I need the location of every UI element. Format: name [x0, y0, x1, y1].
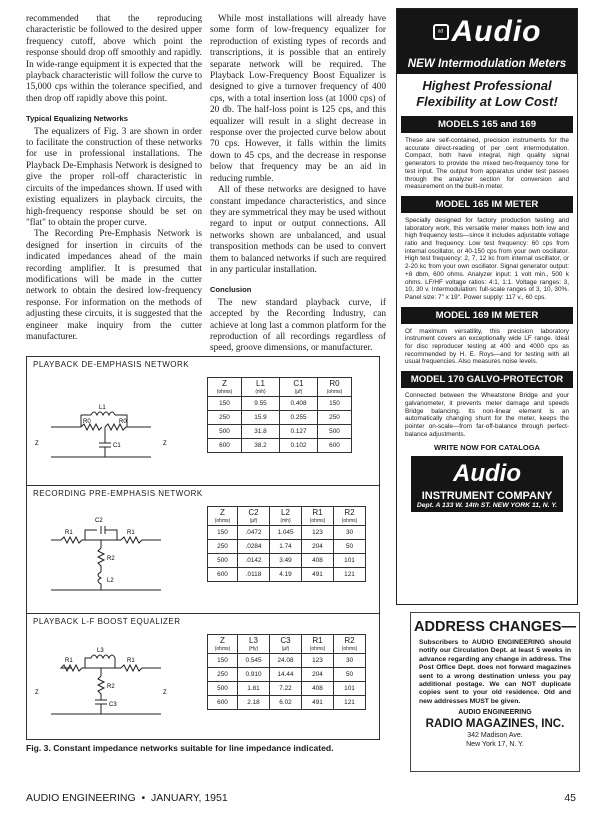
section-heading: Typical Equalizing Networks	[26, 114, 128, 124]
label-r1: R1	[127, 530, 135, 536]
table-row: 250 .0284 1.74 204 50	[208, 540, 366, 554]
table-row: 600 .0118 4.19 491 121	[208, 568, 366, 582]
figure-section-title: PLAYBACK L-F BOOST EQUALIZER	[33, 617, 181, 626]
table-row: 150 9.55 0.408 150	[208, 397, 352, 411]
table-pre-emphasis: Z C2 L2 R1 R2 (ohms) (μf) (mh) (ohms) (ohms) 150 .0472 1.045 123 30 250 .0284 1.74 204 50 500 .0142 3.49 408 101 600 .0118 4.19 491 121	[207, 506, 366, 582]
table-row: 600 38.2 0.102 600	[208, 439, 352, 453]
ad-bar-model-170: MODEL 170 GALVO-PROTECTOR	[401, 371, 573, 388]
ad-bar-model-165: MODEL 165 IM METER	[401, 196, 573, 213]
table-row: 500 31.8 0.127 500	[208, 425, 352, 439]
ad-text: These are self-contained, precision instruments for the accurate direct-reading of per cent intermodulation. Compact, both have integral, high quality signal generators to provide the mixed two-frequency tone for test input. The output from apparatus under test passes through the analyzer section for conversion and measurement on the built-in meter.	[405, 137, 569, 191]
paragraph: The new standard playback curve, if accepted by the Recording Industry, can achieve at long last a common platform for the reproduction of all recordings regardless of speed, groove dimensions, or manufacturer.	[210, 297, 386, 354]
table-row: 500 .0142 3.49 408 101	[208, 554, 366, 568]
address-body: Subscribers to AUDIO ENGINEERING should notify our Circulation Dept. at least 5 weeks in advance regarding any change in address. The Post Office Dept. does not forward magazines sent to a wrong destination unless you pay additional postage. We can NOT duplicate copies sent to your old residence. Old and new addresses MUST be given.	[419, 639, 571, 705]
article-column-2	[210, 14, 386, 355]
figure-caption: Fig. 3. Constant impedance networks suitable for line impedance indicated.	[26, 743, 334, 753]
paragraph: The equalizers of Fig. 3 are shown in order to facilitate the construction of these networks for use in professional installations. The Playback De-Emphasis Network is designed to give the proper roll-off characteristic in circuits of the impedances shown. If used with existing equalizers in playback circuits, the high-frequency response should be set on "flat" to obtain the proper curve.	[26, 126, 202, 228]
schematic-de-emphasis	[31, 375, 201, 475]
label-l2: L2	[107, 578, 114, 584]
company-logo: Audio INSTRUMENT COMPANY Dept. A 133 W. 14th ST. NEW YORK 11, N. Y.	[411, 456, 563, 512]
publisher-name: AUDIO ENGINEERING	[458, 709, 532, 717]
address-changes-box	[410, 612, 580, 772]
figure-section-title: PLAYBACK DE-EMPHASIS NETWORK	[33, 360, 190, 369]
ad-text: Connected between the Wheatstone Bridge and your galvanometer, it prevents meter damage and speeds Bridge balancing. Its non-linear element is an automatically changing shunt for the meter, keeps the pointer on-scale—from far-off-balance through perfect-balance adjustments.	[405, 392, 569, 438]
logo-emblem-icon: ᵃᵈ	[433, 24, 449, 40]
label-r1: R1	[127, 658, 135, 664]
write-now: WRITE NOW FOR CATALOGA	[434, 443, 540, 453]
ad-headline: NEW Intermodulation Meters	[397, 55, 577, 74]
label-z: Z	[163, 441, 167, 447]
paragraph: The Recording Pre-Emphasis Network is designed for insertion in circuits of the indicated impedances ahead of the main recording amplifier. It is presumed that modifications will be made in the cutter network to obtain the desired low-frequency response. For information on the methods of adjusting these circuits, it is suggested that the engineer make inquiry from the cutter manufacturer.	[26, 229, 202, 342]
schematic-pre-emphasis	[31, 504, 201, 604]
ad-bar-models: MODELS 165 and 169	[401, 116, 573, 133]
page-number: 45	[564, 792, 576, 804]
table-row: 500 1.81 7.22 408 101	[208, 682, 366, 696]
footer-journal: AUDIO ENGINEERING • JANUARY, 1951	[26, 792, 228, 804]
advertisement	[396, 8, 578, 605]
paragraph: While most installations will already have some form of low-frequency equalizer for reproduction of existing types of records and transcriptions, it is possible that an entirely separate network will be required. The Playback Low-Frequency Boost Equalizer is designed to give a turnover frequency of 400 cps, with a total insertion loss (at 1000 cps) of 20 db. The half-loss point is 125 cps, and this equalizer will result in a slight decrease in response over the projected curve below about 70 cps. However, it falls within the limits down to 45 cps, and the decrease in response below that frequency may be an aid in reducing rumble.	[210, 14, 386, 184]
label-z: Z	[163, 690, 167, 696]
figure-section-pre-emphasis	[27, 485, 379, 613]
label-z: Z	[35, 441, 39, 447]
label-l1: L1	[99, 405, 106, 411]
table-row: 600 2.18 6.02 491 121	[208, 696, 366, 710]
article-column-1	[26, 14, 202, 343]
table-row: 150 .0472 1.045 123 30	[208, 526, 366, 540]
table-lf-boost: Z L3 C3 R1 R2 (ohms) (Hy) (μf) (ohms) (ohms) 150 0.545 24.08 123 30 250 0.910 14.44 204 50 500 1.81 7.22 408 101 600 2.18 6.02 491 121	[207, 634, 366, 710]
label-r1: R1	[65, 658, 73, 664]
audio-logo: ᵃᵈ Audio	[397, 9, 577, 55]
page-footer	[26, 792, 576, 804]
section-heading: Conclusion	[210, 285, 252, 295]
label-r0: R0	[119, 419, 127, 425]
label-z: Z	[35, 690, 39, 696]
label-l3: L3	[97, 648, 104, 654]
label-c2: C2	[95, 518, 103, 524]
label-r1: R1	[65, 530, 73, 536]
table-de-emphasis: Z L1 C1 R0 (ohms) (mh) (μf) (ohms) 150 9.55 0.408 150 250 15.9 0.255 250 500 31.8 0.127 500 600 38.2 0.102 600	[207, 377, 352, 453]
ad-slogan: Highest Professional Flexibility at Low Cost!	[416, 78, 558, 109]
label-c3: C3	[109, 702, 117, 708]
figure-section-title: RECORDING PRE-EMPHASIS NETWORK	[33, 489, 203, 498]
label-r2: R2	[107, 556, 115, 562]
label-c1: C1	[113, 443, 121, 449]
publisher-address: 342 Madison Ave. New York 17, N. Y.	[466, 732, 524, 748]
ad-text: Specially designed for factory production testing and laboratory work, this versatile meter makes both low and high frequency tests—since it includes adjustable voltage ratio and frequency. Low test frequency: 60 cps from internal oscillator, or 40-150 cps from your own oscillator. High test frequency: 2, 7, 12 kc from internal oscillator, or 2-20 kc from your own oscillator. Signal generator output: +8 dbm, 600 ohms. Analyzer input: 1 volt min., 500 k ohms. LF/HF voltage ratios: 4:1, 1:1. Voltage ranges: 3, 10, 30 v. Intermodulation: full-scale ranges of 3, 10, 30%. Panel size: 7" x 19". Power supply: 117 v., 60 cps.	[405, 216, 569, 301]
paragraph: recommended that the reproducing characteristic be followed to the desired upper frequency cutoff, above which point the response should drop off smoothly and rapidly. In wide-range equipment it is expected that the playback characteristic will follow the curve to 15,000 cps within the tolerance specified, and then drop off rapidly above this point.	[26, 14, 202, 104]
ad-bar-model-169: MODEL 169 IM METER	[401, 307, 573, 324]
figure-section-lf-boost	[27, 613, 379, 741]
table-row: 250 0.910 14.44 204 50	[208, 668, 366, 682]
label-r2: R2	[107, 684, 115, 690]
figure-section-de-emphasis	[27, 357, 379, 485]
label-r0: R0	[83, 419, 91, 425]
table-row: 150 0.545 24.08 123 30	[208, 654, 366, 668]
ad-text: Of maximum versatility, this precision laboratory instrument covers an exceptionally wide LF range. Ideal for disc reproducer testing at 400 and 4000 cps as recommended by H. E. Roys—and for testing with all usual frequencies. Also measures noise levels.	[405, 327, 569, 366]
schematic-lf-boost	[31, 632, 201, 736]
figure-3	[26, 356, 380, 740]
address-title: ADDRESS CHANGES—	[414, 619, 576, 635]
paragraph: All of these networks are designed to have constant impedance characteristics, and since they are symmetrical they may be used without regard to input or output connections. All networks shown are unbalanced, and usual transposition methods can be used to convert them to balanced networks if such are required in any particular installation.	[210, 185, 386, 275]
table-row: 250 15.9 0.255 250	[208, 411, 352, 425]
publisher-company: RADIO MAGAZINES, INC.	[425, 718, 565, 731]
